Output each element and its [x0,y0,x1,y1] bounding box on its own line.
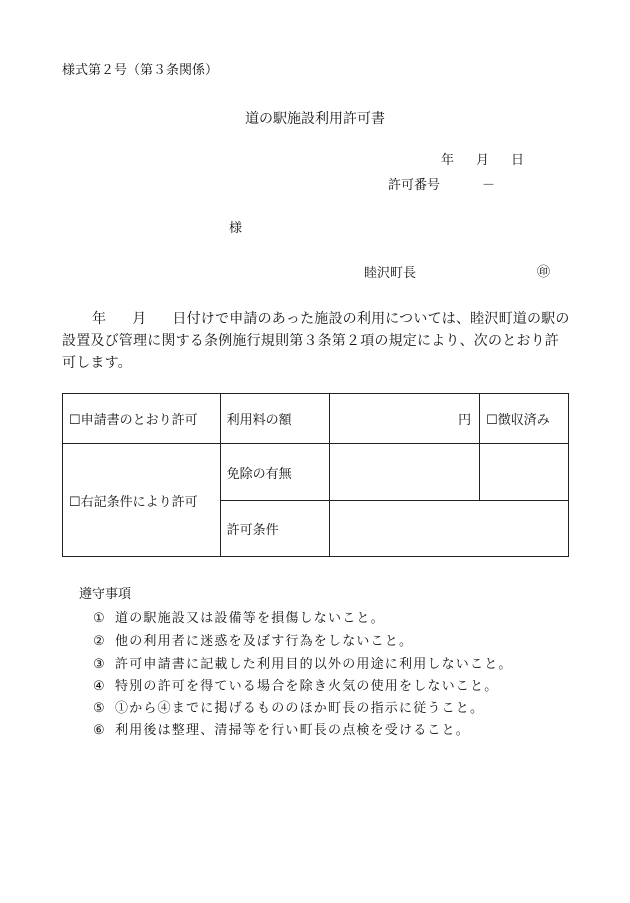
permit-body-text [62,308,570,374]
rule-item [93,657,513,673]
document-title: 道の駅施設利用許可書 [245,111,385,127]
rule-item [93,679,498,695]
rule-item [93,634,413,650]
fee-unit: 円 [458,413,472,428]
recipient-honorific: 様 [229,221,243,236]
date-year: 年 [441,153,455,168]
permit-number-dash: － [482,178,496,193]
rule-number: ④ [93,679,106,694]
rule-number: ③ [93,657,106,672]
table-row [63,394,569,444]
rule-text: 利用後は整理、清掃等を行い町長の点検を受けること。 [115,723,471,738]
date-month: 月 [476,153,490,168]
body-month: 月 [132,311,147,327]
rule-number: ① [93,611,106,626]
rules-heading: 遵守事項 [79,587,132,602]
rule-number: ② [93,634,106,649]
fee-collected: ☐徴収済み [480,394,569,444]
rule-number: ⑤ [93,701,106,716]
rule-text: 許可申請書に記載した利用目的以外の用途に利用しないこと。 [115,657,513,672]
exemption-label: 免除の有無 [220,444,330,501]
rule-text: 道の駅施設又は設備等を損傷しないこと。 [115,611,385,626]
permit-number-label: 許可番号 [388,178,441,193]
rule-text: ①から④までに掲げるもののほか町長の指示に従うこと。 [115,701,485,716]
fee-amount-cell [330,394,480,444]
exemption-extra-cell [480,444,569,501]
exemption-value-cell [330,444,480,501]
permit-table [62,393,569,557]
date-day: 日 [511,153,525,168]
rule-text: 他の利用者に迷惑を及ぼす行為をしないこと。 [115,634,414,649]
form-number: 様式第２号（第３条関係） [62,63,219,78]
option-with-conditions: ☐右記条件により許可 [63,444,221,557]
option-as-applied: ☐申請書のとおり許可 [63,394,221,444]
seal-mark: ㊞ [537,265,551,280]
table-row [63,444,569,501]
fee-label: 利用料の額 [220,394,330,444]
rule-item [93,723,470,739]
rule-number: ⑥ [93,723,106,738]
conditions-label: 許可条件 [220,501,330,557]
rule-item [93,611,385,627]
conditions-value-cell [330,501,569,557]
rule-text: 特別の許可を得ている場合を除き火気の使用をしないこと。 [115,679,499,694]
issuer-title: 睦沢町長 [364,266,417,281]
date-line [441,153,524,169]
body-paragraph: 日付けで申請のあった施設の利用については、睦沢町道の駅の設置及び管理に関する条例施行規則第３条第２項の規定により、次のとおり許可します。 [62,311,570,371]
body-year: 年 [92,311,107,327]
rule-item [93,701,484,717]
